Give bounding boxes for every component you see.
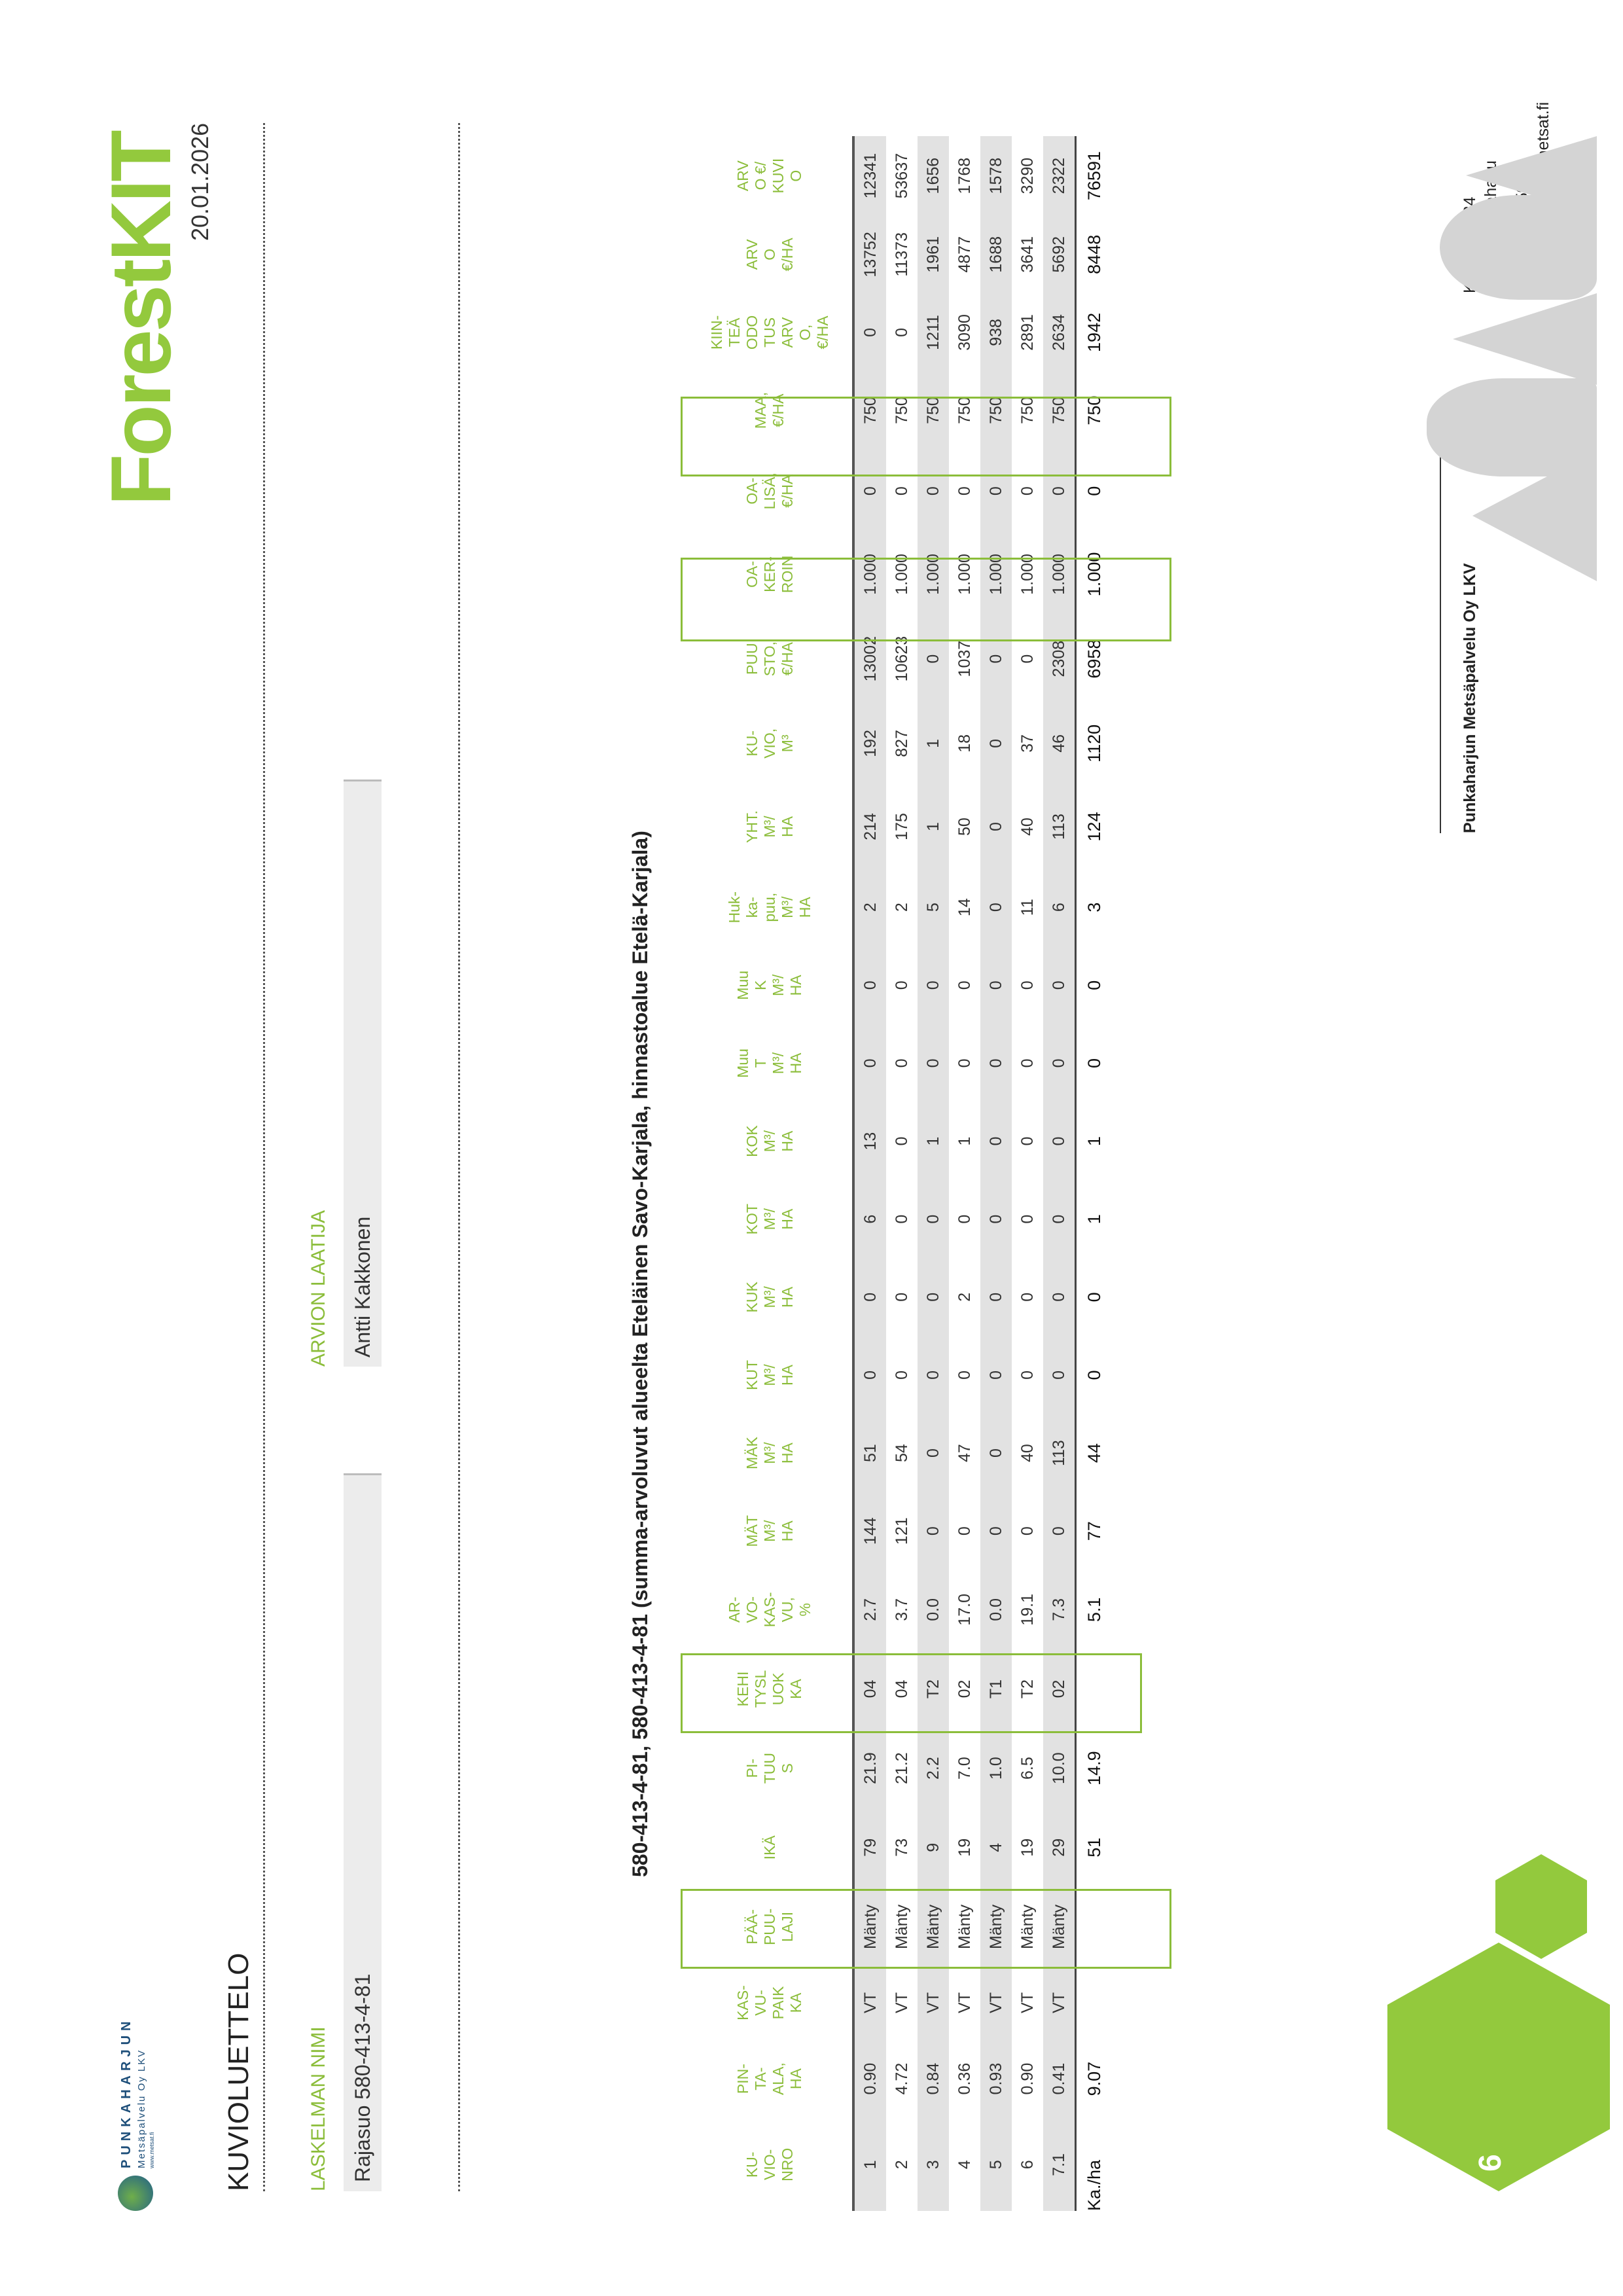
table-cell: 0 bbox=[980, 616, 1012, 702]
table-cell: 7.0 bbox=[955, 1757, 974, 1780]
column-header: OA- KER- ROIN bbox=[743, 555, 796, 594]
calc-name-label: LASKELMAN NIMI bbox=[308, 2026, 329, 2191]
table-cell: T2 bbox=[1018, 1679, 1037, 1699]
table-cell: 37 bbox=[1018, 734, 1037, 753]
table-cell: 0.84 bbox=[918, 2039, 949, 2119]
table-cell: 0 bbox=[955, 1058, 974, 1068]
table-cell: 0 bbox=[853, 946, 886, 1024]
table-cell: 0 bbox=[980, 946, 1012, 1024]
total-cell: 44 bbox=[1076, 1414, 1113, 1492]
table-cell: 2.2 bbox=[918, 1729, 949, 1808]
total-cell: 1.000 bbox=[1076, 533, 1113, 616]
table-cell: 9 bbox=[918, 1808, 949, 1887]
table-cell: 13752 bbox=[853, 215, 886, 293]
logo-subtext: Metsäpalvelu Oy LKV bbox=[136, 2049, 147, 2168]
table-cell: 0 bbox=[892, 980, 911, 990]
table-cell: 0 bbox=[1043, 1258, 1076, 1336]
table-cell: 04 bbox=[853, 1649, 886, 1729]
table-cell: 02 bbox=[1043, 1649, 1076, 1729]
table-cell: Mänty bbox=[918, 1887, 949, 1966]
table-cell: 1688 bbox=[980, 215, 1012, 293]
table-cell: 175 bbox=[892, 813, 911, 840]
table-cell: 214 bbox=[853, 785, 886, 868]
table-cell: 1.000 bbox=[853, 533, 886, 616]
table-cell: 0 bbox=[853, 1024, 886, 1102]
column-header: Huk- ka- puu, M³/ HA bbox=[725, 891, 813, 924]
table-cell: 0 bbox=[1043, 1336, 1076, 1414]
table-cell: 1.000 bbox=[955, 554, 974, 595]
table-cell: 0 bbox=[892, 1136, 911, 1146]
table-cell: 13 bbox=[853, 1102, 886, 1180]
document-date: 20.01.2026 bbox=[187, 122, 213, 241]
total-cell: 0 bbox=[1076, 450, 1113, 533]
total-cell: 14.9 bbox=[1076, 1729, 1113, 1808]
table-cell: 2634 bbox=[1043, 293, 1076, 371]
table-cell: 0 bbox=[918, 1492, 949, 1570]
table-cell: 40 bbox=[1018, 1444, 1037, 1462]
calc-name-field: Rajasuo 580-413-4-81 bbox=[344, 1473, 382, 2191]
table-cell: 827 bbox=[892, 730, 911, 757]
column-header: AR- VO- KAS- VU, % bbox=[725, 1592, 813, 1628]
divider bbox=[458, 123, 460, 2191]
table-cell: 0 bbox=[980, 450, 1012, 533]
total-label: Ka./ha bbox=[1076, 2119, 1113, 2211]
table-cell: 51 bbox=[853, 1414, 886, 1492]
table-cell: 1.000 bbox=[1043, 533, 1076, 616]
table-cell: Mänty bbox=[1043, 1887, 1076, 1966]
column-header: IKÄ bbox=[760, 1835, 778, 1860]
table-cell: 1656 bbox=[918, 136, 949, 215]
column-header: OA- LISÄ, €/HA bbox=[743, 473, 796, 510]
divider bbox=[263, 123, 265, 2191]
table-cell: 6.5 bbox=[1018, 1757, 1037, 1780]
table-cell: 0 bbox=[980, 1258, 1012, 1336]
table-cell: 0 bbox=[1043, 1492, 1076, 1570]
column-header: KAS- VU- PAIK KA bbox=[734, 1985, 804, 2020]
table-cell: 1 bbox=[918, 702, 949, 785]
table-cell: 1.000 bbox=[1018, 554, 1037, 595]
total-cell: 6958 bbox=[1076, 616, 1113, 702]
table-cell: 938 bbox=[980, 293, 1012, 371]
table-cell: 2 bbox=[955, 1292, 974, 1302]
table-cell: 13002 bbox=[853, 616, 886, 702]
highlight-adjustment-column bbox=[681, 558, 1171, 641]
table-cell: 0.90 bbox=[853, 2039, 886, 2119]
table-cell: 113 bbox=[1043, 785, 1076, 868]
table-cell: 0 bbox=[955, 1371, 974, 1380]
table-cell: 0 bbox=[1018, 1371, 1037, 1380]
table-cell: 0 bbox=[892, 1058, 911, 1068]
table-cell: 73 bbox=[892, 1838, 911, 1857]
column-header: ARV O €/HA bbox=[743, 238, 796, 272]
table-cell: 0 bbox=[918, 1258, 949, 1336]
table-cell: 5692 bbox=[1043, 215, 1076, 293]
table-cell: 113 bbox=[1043, 1414, 1076, 1492]
table-cell: 1 bbox=[918, 1102, 949, 1180]
table-cell: Mänty bbox=[1018, 1904, 1037, 1949]
column-header: KU- VIO, M³ bbox=[743, 728, 796, 759]
company-name: Punkaharjun Metsäpalvelu Oy LKV bbox=[1461, 563, 1479, 833]
table-cell: 14 bbox=[955, 898, 974, 917]
table-cell: 1961 bbox=[918, 215, 949, 293]
table-cell: 0 bbox=[918, 1024, 949, 1102]
table-cell: 2.7 bbox=[853, 1570, 886, 1649]
table-cell: 2 bbox=[892, 903, 911, 912]
table-cell: 0 bbox=[980, 1024, 1012, 1102]
column-header: KEHI TYSL UOK KA bbox=[734, 1670, 804, 1708]
table-cell: 750 bbox=[853, 371, 886, 449]
table-cell: 54 bbox=[892, 1444, 911, 1462]
table-cell: 4877 bbox=[955, 236, 974, 273]
table-cell: 6 bbox=[1043, 869, 1076, 946]
table-cell: 0.36 bbox=[955, 2062, 974, 2095]
table-cell: 0 bbox=[918, 1180, 949, 1258]
table-cell: 0.90 bbox=[1018, 2062, 1037, 2095]
table-cell: 17.0 bbox=[955, 1594, 974, 1626]
logo-url: www.metsat.fi bbox=[149, 2132, 155, 2168]
table-cell: 04 bbox=[892, 1679, 911, 1698]
table-cell: 0 bbox=[918, 616, 949, 702]
table-cell: 7.1 bbox=[1043, 2119, 1076, 2211]
column-header: KIIN- TEÄ ODO TUS ARV O, €/HA bbox=[707, 315, 831, 350]
table-cell: 2 bbox=[853, 869, 886, 946]
table-cell: 4 bbox=[980, 1808, 1012, 1887]
table-cell: 0 bbox=[918, 450, 949, 533]
table-cell: 1 bbox=[955, 1136, 974, 1146]
table-cell: 0 bbox=[853, 1336, 886, 1414]
table-cell: 144 bbox=[853, 1492, 886, 1570]
table-cell: 6 bbox=[1018, 2160, 1037, 2170]
table-cell: 46 bbox=[1043, 702, 1076, 785]
table-cell: 29 bbox=[1043, 1808, 1076, 1887]
total-cell: 5.1 bbox=[1076, 1570, 1113, 1649]
table-cell: T1 bbox=[980, 1649, 1012, 1729]
table-cell: VT bbox=[955, 1992, 974, 2013]
table-cell: 750 bbox=[918, 371, 949, 449]
table-cell: 3 bbox=[918, 2119, 949, 2211]
table-cell: 0 bbox=[892, 1292, 911, 1302]
total-cell: 1120 bbox=[1076, 702, 1113, 785]
table-cell: 3641 bbox=[1018, 236, 1037, 273]
table-cell: 1211 bbox=[918, 293, 949, 371]
column-header: KUT M³/ HA bbox=[743, 1359, 796, 1390]
table-cell: VT bbox=[853, 1966, 886, 2039]
table-cell: 0 bbox=[1018, 980, 1037, 990]
table-cell: 1.000 bbox=[918, 533, 949, 616]
table-cell: 2308 bbox=[1043, 616, 1076, 702]
total-cell: 1 bbox=[1076, 1180, 1113, 1258]
table-cell: 0 bbox=[980, 1414, 1012, 1492]
table-cell: 1768 bbox=[955, 157, 974, 194]
total-cell bbox=[1076, 1966, 1113, 2039]
table-cell: 0 bbox=[918, 1336, 949, 1414]
total-cell: 124 bbox=[1076, 785, 1113, 868]
column-header: KU- VIO- NRO bbox=[743, 2147, 796, 2181]
table-cell: 0 bbox=[955, 1526, 974, 1536]
column-header: YHT. M³/ HA bbox=[743, 810, 796, 843]
table-cell: 3290 bbox=[1018, 157, 1037, 194]
table-cell: 121 bbox=[892, 1517, 911, 1545]
table-cell: 02 bbox=[955, 1679, 974, 1698]
table-cell: 18 bbox=[955, 734, 974, 753]
table-cell: 3.7 bbox=[892, 1598, 911, 1621]
table-cell: 750 bbox=[955, 397, 974, 424]
table-cell: 0 bbox=[892, 1214, 911, 1224]
table-cell: 0 bbox=[980, 702, 1012, 785]
table-cell: 750 bbox=[1018, 397, 1037, 424]
column-header: PI- TUU S bbox=[743, 1753, 796, 1784]
appraiser-label: ARVION LAATIJA bbox=[308, 1210, 329, 1367]
table-cell: 0 bbox=[853, 450, 886, 533]
table-cell: 7.3 bbox=[1043, 1570, 1076, 1649]
table-subtitle: 580-413-4-81, 580-413-4-81 (summa-arvoluvut alueelta Eteläinen Savo-Karjala, hinnastoalue Etelä-Karjala) bbox=[628, 831, 652, 1877]
table-cell: 0 bbox=[980, 1336, 1012, 1414]
total-cell: 77 bbox=[1076, 1492, 1113, 1570]
table-cell: 12341 bbox=[853, 136, 886, 215]
company-logo-icon bbox=[118, 2176, 153, 2211]
table-cell: 0 bbox=[918, 946, 949, 1024]
table-cell: VT bbox=[980, 1966, 1012, 2039]
page-title: KUVIOLUETTELO bbox=[223, 1952, 255, 2191]
table-cell: 47 bbox=[955, 1444, 974, 1462]
table-cell: 2891 bbox=[1018, 314, 1037, 351]
table-cell: 0 bbox=[1018, 1058, 1037, 1068]
table-cell: 5 bbox=[980, 2119, 1012, 2211]
forest-illustration-icon bbox=[1427, 136, 1597, 581]
table-cell: 1.000 bbox=[892, 554, 911, 595]
table-cell: 0 bbox=[1018, 1526, 1037, 1536]
table-cell: VT bbox=[1043, 1966, 1076, 2039]
table-cell: 0 bbox=[980, 1492, 1012, 1570]
table-cell: VT bbox=[892, 1992, 911, 2013]
table-cell: 750 bbox=[1043, 371, 1076, 449]
total-cell: 1 bbox=[1076, 1102, 1113, 1180]
table-cell: 5 bbox=[918, 869, 949, 946]
table-cell: 0.41 bbox=[1043, 2039, 1076, 2119]
logo-text: PUNKAHARJUN bbox=[119, 2017, 134, 2168]
table-cell: 1578 bbox=[980, 136, 1012, 215]
table-cell: 11 bbox=[1018, 899, 1037, 916]
table-cell: 0 bbox=[892, 486, 911, 496]
highlight-age-column bbox=[681, 1889, 1171, 1969]
table-cell: VT bbox=[918, 1966, 949, 2039]
table-cell: 4 bbox=[955, 2160, 974, 2170]
table-cell: 1 bbox=[918, 785, 949, 868]
total-cell: 0 bbox=[1076, 1024, 1113, 1102]
table-cell: 0 bbox=[853, 1258, 886, 1336]
column-header: MÄT M³/ HA bbox=[743, 1515, 796, 1547]
table-cell: 4.72 bbox=[892, 2062, 911, 2095]
column-header: PIN- TA- ALA, HA bbox=[734, 2062, 804, 2096]
table-cell: 6 bbox=[853, 1180, 886, 1258]
total-cell: 8448 bbox=[1076, 215, 1113, 293]
table-cell: 0 bbox=[1043, 1102, 1076, 1180]
table-cell: VT bbox=[1018, 1992, 1037, 2013]
column-header: MÄK M³/ HA bbox=[743, 1437, 796, 1470]
table-cell: 0 bbox=[980, 1180, 1012, 1258]
table-cell: 0 bbox=[1043, 946, 1076, 1024]
total-cell: 3 bbox=[1076, 869, 1113, 946]
column-header: Muu K M³/ HA bbox=[734, 970, 804, 1000]
table-cell: 21.2 bbox=[892, 1752, 911, 1784]
column-header: PÄÄ- PUU- LAJI bbox=[743, 1908, 796, 1946]
table-cell: 0.0 bbox=[980, 1570, 1012, 1649]
table-cell: 0.0 bbox=[918, 1570, 949, 1649]
appraiser-field: Antti Kakkonen bbox=[344, 780, 382, 1367]
table-cell: 2322 bbox=[1043, 136, 1076, 215]
table-cell: 21.9 bbox=[853, 1729, 886, 1808]
total-cell: 51 bbox=[1076, 1808, 1113, 1887]
table-cell: 0 bbox=[980, 785, 1012, 868]
table-cell: 0 bbox=[1018, 486, 1037, 496]
total-cell: 750 bbox=[1076, 371, 1113, 449]
table-cell: Mänty bbox=[853, 1887, 886, 1966]
table-cell: 0 bbox=[955, 486, 974, 496]
column-header: Muu T M³/ HA bbox=[734, 1049, 804, 1078]
table-cell: 0 bbox=[1043, 450, 1076, 533]
table-cell: 0 bbox=[1018, 1136, 1037, 1146]
table-cell: 1 bbox=[853, 2119, 886, 2211]
table-cell: 19.1 bbox=[1018, 1594, 1037, 1626]
table-cell: 0 bbox=[980, 869, 1012, 946]
table-cell: 0 bbox=[892, 327, 911, 337]
total-cell: 1942 bbox=[1076, 293, 1113, 371]
table-cell: 1.0 bbox=[980, 1729, 1012, 1808]
table-cell: 10.0 bbox=[1043, 1729, 1076, 1808]
table-cell: 3090 bbox=[955, 314, 974, 351]
table-cell: 0 bbox=[980, 1102, 1012, 1180]
total-cell: 76591 bbox=[1076, 136, 1113, 215]
highlight-land-value-column bbox=[681, 397, 1171, 476]
table-cell: 10623 bbox=[892, 636, 911, 682]
column-header: KOK M³/ HA bbox=[743, 1125, 796, 1157]
table-cell: 750 bbox=[980, 371, 1012, 449]
table-cell: 53637 bbox=[892, 152, 911, 199]
table-cell: 0 bbox=[1043, 1024, 1076, 1102]
table-cell: 0 bbox=[918, 1414, 949, 1492]
table-cell: Mänty bbox=[892, 1904, 911, 1949]
table-cell: 0 bbox=[955, 980, 974, 990]
total-cell: 0 bbox=[1076, 946, 1113, 1024]
highlight-development-class-column bbox=[681, 1653, 1142, 1733]
table-cell: 79 bbox=[853, 1808, 886, 1887]
table-cell: 1.000 bbox=[980, 533, 1012, 616]
table-cell: 0.93 bbox=[980, 2039, 1012, 2119]
table-cell: Mänty bbox=[980, 1887, 1012, 1966]
brand-logo: ForestKIT bbox=[93, 132, 188, 506]
table-cell: 0 bbox=[853, 293, 886, 371]
total-cell: 0 bbox=[1076, 1336, 1113, 1414]
table-cell: 11373 bbox=[892, 232, 911, 277]
column-header: KOT M³/ HA bbox=[743, 1204, 796, 1235]
table-cell: 0 bbox=[1018, 1214, 1037, 1224]
table-cell: 0 bbox=[1018, 654, 1037, 664]
table-cell: 19 bbox=[1018, 1838, 1037, 1857]
column-header: MAA, €/HA bbox=[752, 391, 787, 429]
table-cell: 192 bbox=[853, 702, 886, 785]
column-header: PUU STO, €/HA bbox=[743, 641, 796, 677]
table-cell: Mänty bbox=[955, 1904, 974, 1949]
table-cell: 750 bbox=[892, 397, 911, 424]
hexagon-decoration bbox=[1495, 1854, 1587, 1959]
table-cell: 0 bbox=[955, 1214, 974, 1224]
column-header: KUK M³/ HA bbox=[743, 1282, 796, 1313]
column-header: ARV O €/ KUVI O bbox=[734, 158, 804, 194]
total-cell: 9.07 bbox=[1076, 2039, 1113, 2119]
table-cell: 0 bbox=[1018, 1292, 1037, 1302]
table-cell: 19 bbox=[955, 1838, 974, 1857]
table-cell: 1037 bbox=[955, 640, 974, 677]
table-cell: 40 bbox=[1018, 817, 1037, 836]
table-cell: 0 bbox=[1043, 1180, 1076, 1258]
table-cell: 50 bbox=[955, 817, 974, 836]
page-number: 6 bbox=[1473, 2154, 1508, 2172]
table-cell: 2 bbox=[892, 2160, 911, 2170]
total-cell: 0 bbox=[1076, 1258, 1113, 1336]
table-cell: T2 bbox=[918, 1649, 949, 1729]
table-cell: 0 bbox=[892, 1371, 911, 1380]
